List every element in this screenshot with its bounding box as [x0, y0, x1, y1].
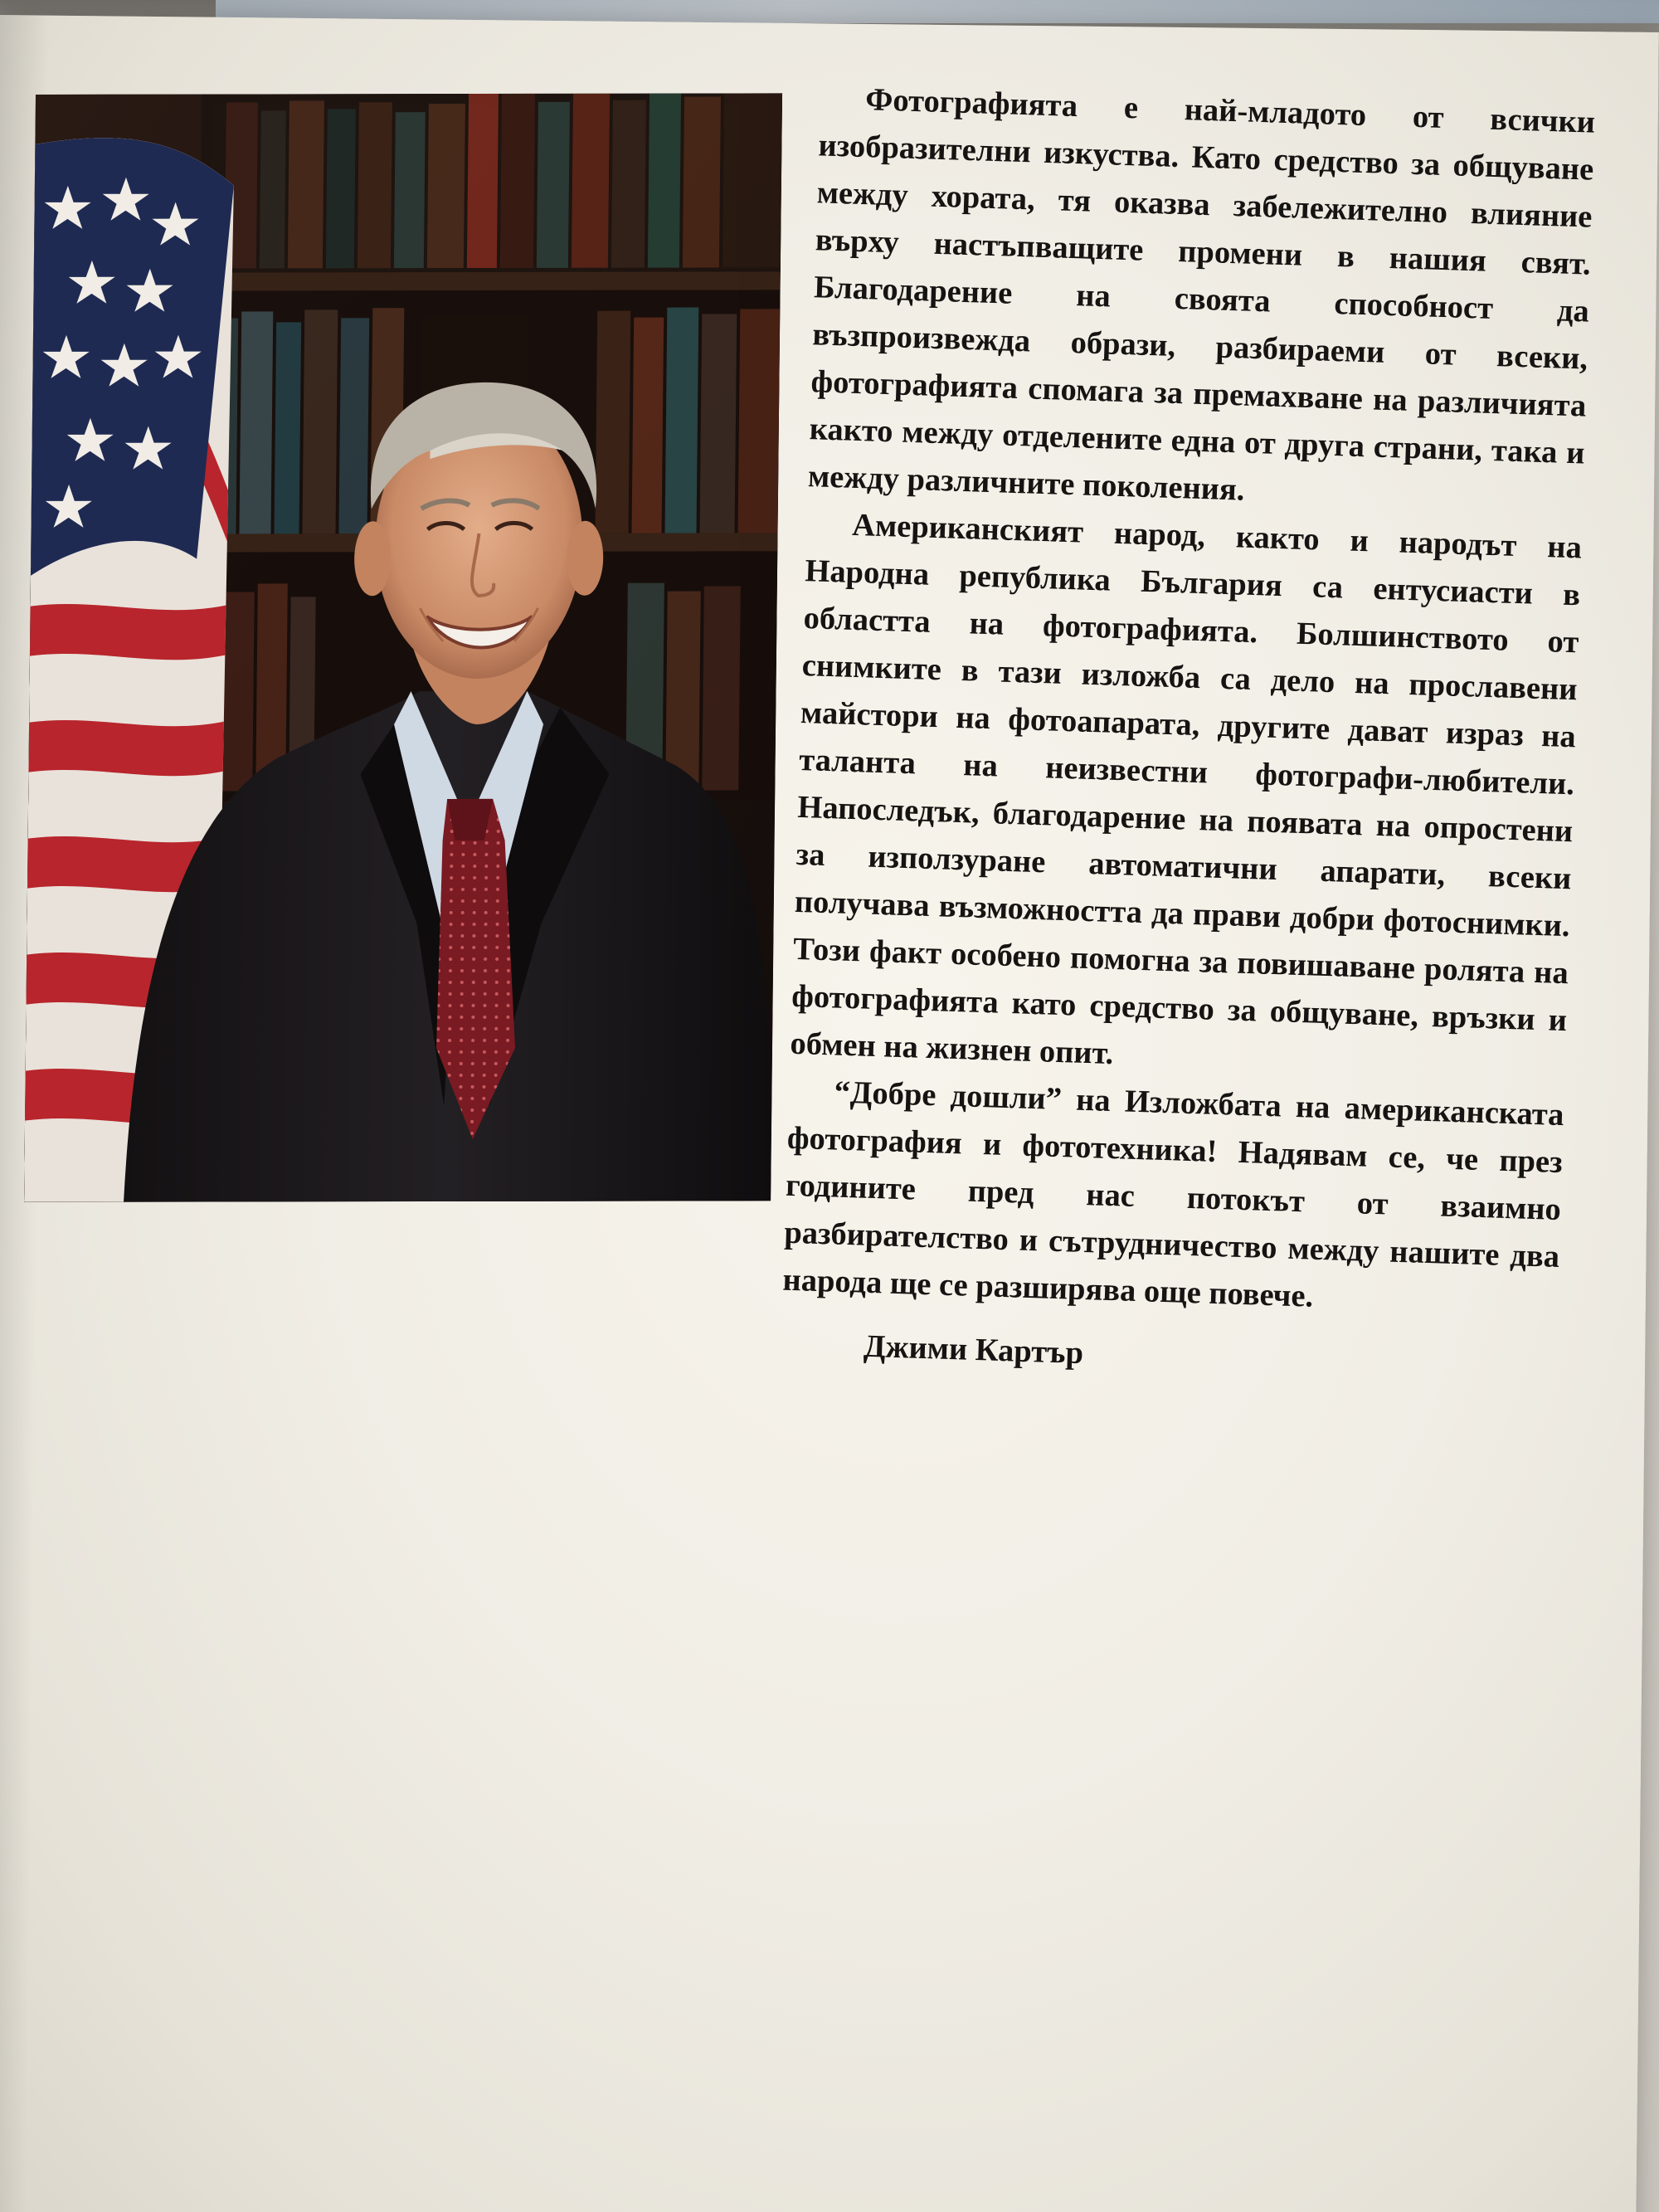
letter-paragraph-2: Американският народ, както и народът на Народна република България са ентусиасти в областта на фотографията. Болшинството от снимките в тази изложба са дело на прославени майстори на фотоапарата, другите дават израз на таланта на неизвестни фотографи-любители. Напоследък, благодарение на появата на опростени за използуране автоматични апарати, всеки получава възможността да прави добри фотоснимки. Този факт особено помогна за повишаване ролята на фотографията като средство за общуване, връзки и обмен на жизнен опит. — [789, 507, 1583, 1072]
book-page — [0, 15, 1659, 2212]
letter-paragraph-3: “Добре дошли” на Изложбата на американската фотография и фототехника! Надявам се, че през годините пред нас потокът от взаимно разбирателство и сътрудничество между нашите два народа ще се разширява още повече. — [781, 1074, 1565, 1314]
letter-paragraph-1: Фотографията е най-младото от всички изобразителни изкуства. Като средство за общуване между хората, тя оказва забележително влияние върху настъпващите промени в нашия свят. Благодарение на своята способност да възпроизвежда образи, разбираеми от всеки, фотографията спомага за премахване на различията както между отделените една от друга страни, така и между различните поколения. — [807, 82, 1596, 508]
portrait-photo — [24, 93, 782, 1201]
letter-text — [780, 75, 1596, 1392]
portrait-illustration — [24, 93, 782, 1201]
signature: Джими Картър — [863, 1328, 1084, 1372]
